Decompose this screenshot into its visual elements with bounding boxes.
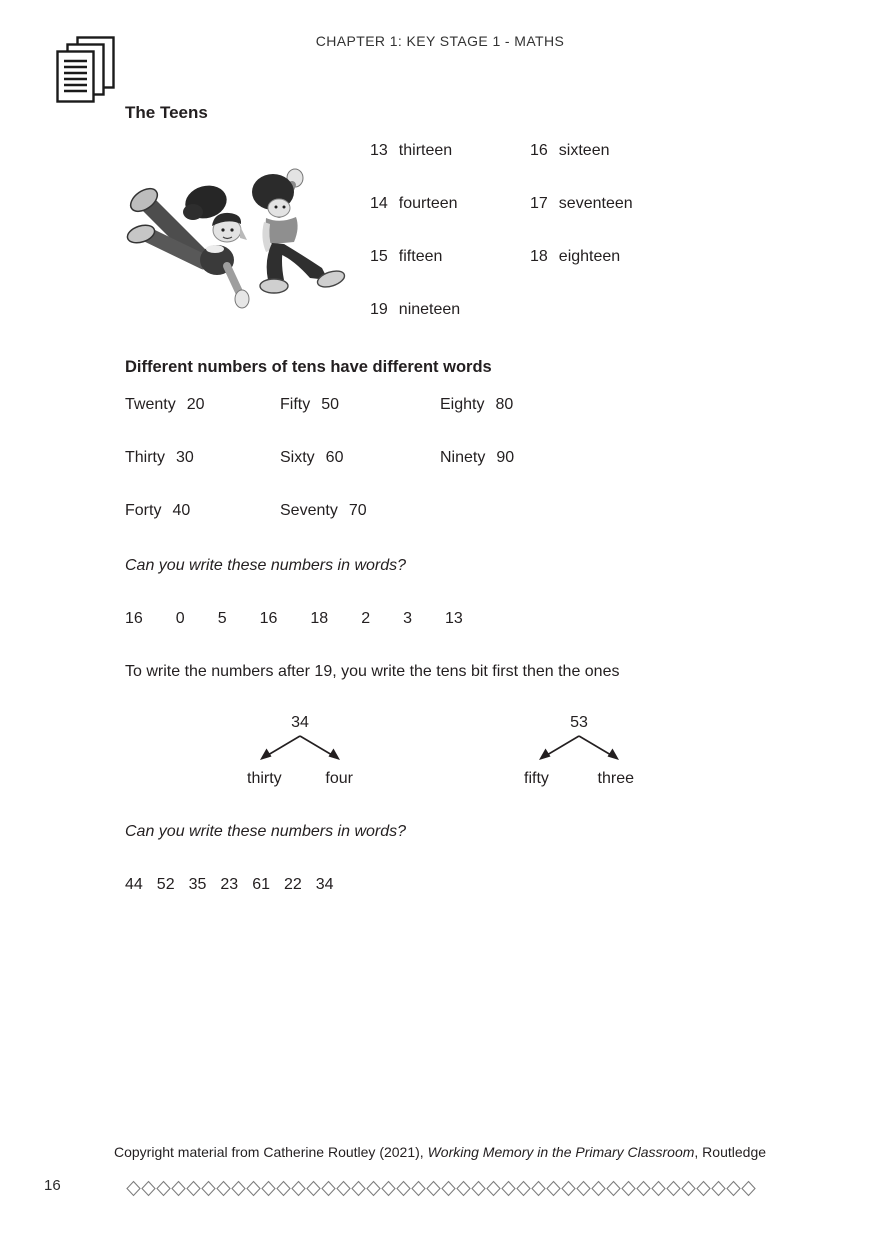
exercise-number: 52 <box>156 876 175 893</box>
exercise-number: 44 <box>125 876 143 893</box>
exercise2-prompt: Can you write these numbers in words? <box>125 823 407 840</box>
breakdown-tens-word: thirty <box>247 770 282 787</box>
teen-entry <box>530 140 633 161</box>
split-arrows-icon <box>524 734 634 766</box>
tens-word: Fifty <box>280 396 311 413</box>
tens-grid <box>125 394 645 553</box>
breakdown-tens-word: fifty <box>524 770 549 787</box>
children-dancing-illustration <box>114 160 354 317</box>
exercise2-numbers <box>125 874 334 895</box>
teen-entry <box>370 140 460 161</box>
tens-word: Seventy <box>280 502 338 519</box>
tens-word: Forty <box>125 502 162 519</box>
tens-entry <box>280 394 440 415</box>
tens-entry <box>280 447 440 468</box>
exercise-number: 23 <box>220 876 239 893</box>
teen-word: fourteen <box>398 195 458 212</box>
teen-entry <box>370 299 460 320</box>
teen-number: 14 <box>370 195 388 212</box>
breakdown-number: 34 <box>291 714 309 731</box>
teen-word: eighteen <box>558 248 621 265</box>
tens-entry <box>440 394 645 415</box>
teens-list-column-2 <box>530 140 633 299</box>
breakdown-ones-word: four <box>325 770 353 787</box>
teen-number: 16 <box>530 142 548 159</box>
exercise-number: 5 <box>217 610 227 627</box>
breakdown-number: 53 <box>570 714 588 731</box>
number-breakdown-34 <box>247 712 353 789</box>
teen-entry <box>530 246 633 267</box>
breakdown-ones-word: three <box>597 770 634 787</box>
exercise1-prompt: Can you write these numbers in words? <box>125 557 407 574</box>
copyright-suffix: , Routledge <box>694 1144 767 1160</box>
diamond-divider-svg <box>126 1180 758 1197</box>
tens-entry <box>125 447 280 468</box>
teens-list-column-1 <box>370 140 460 352</box>
teen-word: nineteen <box>398 301 461 318</box>
tens-word: Eighty <box>440 396 485 413</box>
exercise-number: 61 <box>252 876 270 893</box>
teen-entry <box>370 193 460 214</box>
teen-number: 17 <box>530 195 548 212</box>
exercise-number: 13 <box>445 610 463 627</box>
exercise-number: 0 <box>175 610 185 627</box>
teen-number: 13 <box>370 142 388 159</box>
tens-number: 30 <box>176 449 194 466</box>
exercise-number: 16 <box>125 610 143 627</box>
tens-word: Thirty <box>125 449 165 466</box>
tens-number: 50 <box>321 396 340 413</box>
teen-word: sixteen <box>558 142 610 159</box>
tens-number: 40 <box>172 502 191 519</box>
teen-word: thirteen <box>398 142 453 159</box>
tens-word: Twenty <box>125 396 176 413</box>
page-number: 16 <box>44 1177 61 1194</box>
tens-number: 20 <box>186 396 205 413</box>
tens-word: Ninety <box>440 449 486 466</box>
chapter-header: CHAPTER 1: KEY STAGE 1 - MATHS <box>315 33 565 49</box>
copyright-book-title: Working Memory in the Primary Classroom <box>427 1144 695 1160</box>
number-breakdown-53 <box>524 712 634 789</box>
exercise-number: 22 <box>283 876 302 893</box>
tens-word: Sixty <box>280 449 315 466</box>
teen-word: fifteen <box>398 248 443 265</box>
exercise-number: 16 <box>259 610 278 627</box>
tens-number: 90 <box>496 449 515 466</box>
copyright-prefix: Copyright material from Catherine Routley (2021), <box>113 1144 428 1160</box>
stacked-pages-icon <box>56 36 118 109</box>
tens-entry <box>125 500 280 521</box>
split-arrows-icon <box>247 734 353 766</box>
exercise1-numbers <box>125 608 463 629</box>
exercise-number: 3 <box>403 610 413 627</box>
tens-entry-empty <box>440 500 645 521</box>
teen-number: 15 <box>370 248 388 265</box>
tens-entry <box>440 447 645 468</box>
teen-number: 19 <box>370 301 388 318</box>
teen-entry <box>530 193 633 214</box>
tens-number: 60 <box>325 449 344 466</box>
tens-number: 70 <box>348 502 367 519</box>
teen-entry <box>370 246 460 267</box>
exercise-number: 34 <box>315 876 334 893</box>
teens-heading: The Teens <box>125 103 208 122</box>
diamond-divider <box>126 1180 758 1202</box>
tens-entry <box>125 394 280 415</box>
exercise-number: 35 <box>188 876 207 893</box>
copyright-line <box>0 1144 880 1160</box>
exercise-number: 2 <box>361 610 371 627</box>
tens-entry <box>280 500 440 521</box>
teen-word: seventeen <box>558 195 633 212</box>
exercise-number: 18 <box>310 610 329 627</box>
tens-heading: Different numbers of tens have different words <box>125 358 492 376</box>
tens-rule-sentence: To write the numbers after 19, you write the tens bit first then the ones <box>125 663 620 680</box>
teen-number: 18 <box>530 248 548 265</box>
tens-number: 80 <box>495 396 514 413</box>
